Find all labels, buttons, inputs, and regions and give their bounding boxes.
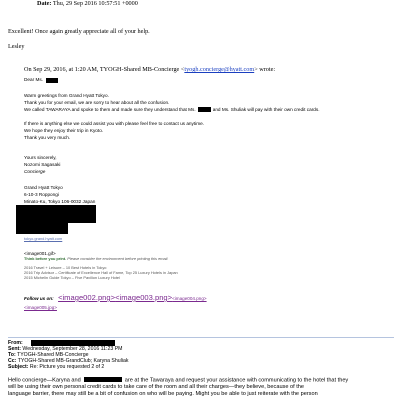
award-2: 2016 Trip Advisor – Certificate of Excellence Hall of Fame, Top 25 Luxury Hotels in Japan	[24, 270, 178, 275]
follow-label: Follow us on:	[24, 296, 54, 301]
greeting: Dear Ms.	[24, 77, 44, 82]
address-line-1: Grand Hyatt Tokyo	[24, 185, 63, 190]
fwd-body-line-2: will be using their own personal credit cards to take care of the room and all their charges—they believe, because of the	[8, 384, 305, 390]
fwd-to: To: TYOGH-Shared MB-Concierge	[8, 352, 89, 358]
redaction-contact-block	[16, 205, 96, 223]
think-before-print: Think before you print. Please consider the environment before printing this email.	[24, 256, 169, 261]
image003-link[interactable]: <image003.png>	[115, 293, 173, 302]
address-line-2: 6-10-3 Roppongi	[24, 192, 59, 197]
header-divider	[8, 337, 394, 338]
sender-title: Concierge	[24, 169, 46, 174]
reply-text: Excellent! Once again greatly appreciate all of your help.	[8, 28, 150, 35]
fwd-body-line-1: Hello concierge—Karyna and are at the Tawaraya and request your assistance with communicating to the hotel that they	[8, 377, 349, 384]
fwd-cc: Cc: TYOGH-Shared MB-GrandClub; Karyna Shuliak	[8, 358, 129, 364]
quote-header-suffix: > wrote:	[254, 66, 276, 73]
fwd-sent: Sent: Wednesday, September 28, 2016 11:23 PM	[8, 346, 123, 352]
fwd-from: From:	[8, 340, 23, 346]
message-p6: Thank you very much.	[24, 135, 71, 140]
date-value: Thu, 29 Sep 2016 10:57:51 +0000	[52, 0, 138, 7]
image002-link[interactable]: <image002.png>	[58, 293, 116, 302]
quote-header	[24, 66, 275, 73]
message-p4: If there is anything else we could assist you with please feel free to contact us anytime.	[24, 121, 205, 126]
image005-link[interactable]: <image005.jpg>	[24, 305, 57, 310]
reply-signature: Lesley	[8, 43, 25, 50]
redaction-block	[46, 78, 58, 83]
message-p3: We called TAWARAYA and spoke to them and made sure they understand that Ms. and Ms. Shuliak will pay with their own credit cards.	[24, 107, 320, 112]
follow-us-row	[24, 287, 207, 305]
quote-header-prefix: On Sep 29, 2016, at 1:20 AM, TYOGH-Shared MB-Concierge <	[24, 66, 185, 73]
redaction-body	[84, 377, 122, 382]
fwd-subject: Subject: Re: Picture you requested 2 of 2	[8, 364, 105, 370]
email-date	[37, 0, 138, 7]
message-p1: Warm greetings from Grand Hyatt Tokyo.	[24, 93, 109, 98]
concierge-email-link[interactable]: tyogh.concierge@hyatt.com	[184, 66, 255, 73]
closing: Yours sincerely,	[24, 155, 57, 160]
message-p2: Thank you for your email, we are sorry to hear about all the confusion.	[24, 100, 170, 105]
message-p5: We hope they enjoy their trip in Kyoto.	[24, 128, 104, 133]
image004-link[interactable]: <image004.png>	[172, 296, 207, 301]
sender-name: Nozomi Sagasaki	[24, 162, 61, 167]
award-3: 2015 Michelin Guide Tokyo – Five Pavilion Luxury Hotel	[24, 275, 120, 280]
award-1: 2016 Travel + Leisure – 10 Best Hotels in Tokyo	[24, 265, 107, 270]
redaction-contact-block-2	[16, 223, 68, 234]
image001-placeholder: <image001.gif>	[24, 251, 56, 256]
date-label: Date:	[37, 0, 52, 7]
address-line-3: Minato-Ku, Tokyo 106-0032 Japan	[24, 199, 96, 204]
redaction-inline	[198, 107, 211, 112]
website-link[interactable]: tokyo.grand.hyatt.com	[24, 236, 63, 241]
fwd-body-line-3: language barrier, there may still be a bit of confusion on who will be paying. Might you be able to just reiterate with the person	[8, 391, 318, 397]
